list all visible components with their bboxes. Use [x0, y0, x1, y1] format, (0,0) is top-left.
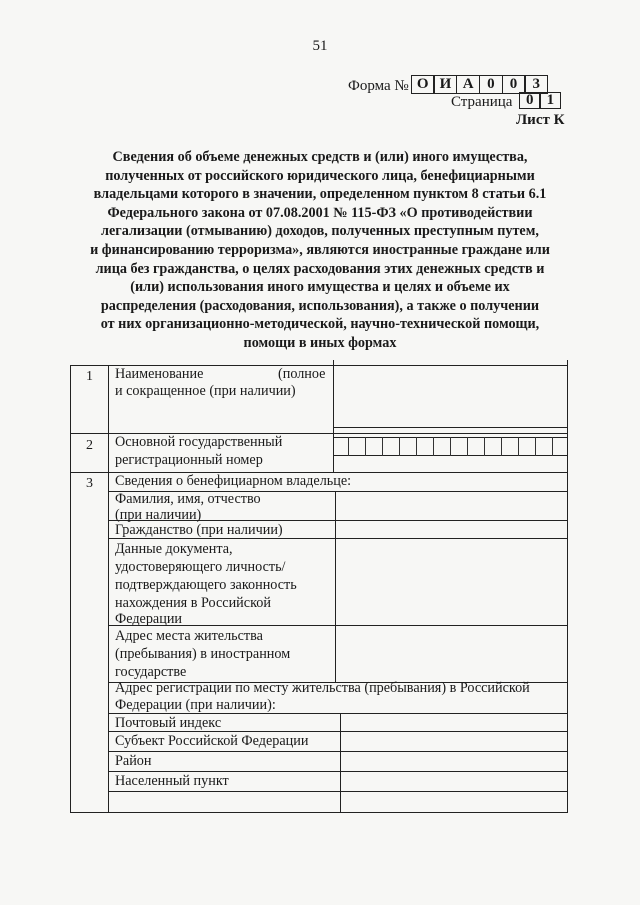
residence-label: Адрес места жительства: [115, 628, 263, 644]
row-number: 3: [86, 476, 93, 491]
form-code-char: 0: [479, 75, 503, 94]
document-label: Федерации: [115, 611, 183, 627]
row-number: 2: [86, 438, 93, 453]
sheet-label: Лист К: [516, 112, 565, 128]
document-label: подтверждающего законность: [115, 577, 297, 593]
federal-subject-field[interactable]: [342, 733, 566, 750]
table-border-bottom: [70, 812, 568, 813]
form-code-char: А: [456, 75, 480, 94]
title-line: владельцами которого в значении, определенном пунктом 8 статьи 6.1: [93, 186, 547, 203]
title-line: (или) использования иного имущества и целях и объеме их: [130, 279, 510, 296]
title-line: лица без гражданства, о целях расходования этих денежных средств и: [95, 260, 545, 277]
registration-label-2: Федерации (при наличии):: [115, 697, 276, 713]
document-field[interactable]: [337, 540, 566, 624]
fio-label-2: (при наличии): [115, 507, 202, 523]
name-label: Наименование: [115, 366, 204, 382]
form-code-char: 0: [502, 75, 526, 94]
residence-label: (пребывания) в иностранном: [115, 646, 291, 662]
locality-field[interactable]: [342, 793, 566, 811]
row-divider: [108, 771, 568, 772]
title-line: полученных от российского юридического лица, бенефициарными: [105, 167, 535, 184]
postal-code-label: Почтовый индекс: [115, 715, 222, 731]
district-label: Район: [115, 753, 152, 769]
federal-subject-label: Субъект Российской Федерации: [115, 733, 309, 749]
ogrn-label-2: регистрационный номер: [115, 452, 263, 468]
document-label: нахождения в Российской: [115, 595, 271, 611]
row-divider: [108, 791, 568, 792]
name-label-short: и сокращенное (при наличии): [115, 383, 296, 399]
title-line: легализации (отмыванию) доходов, полученных преступным путем,: [101, 223, 539, 240]
row-divider: [108, 751, 568, 752]
title-line: Сведения об объеме денежных средств и (или) иного имущества,: [112, 149, 528, 165]
document-label: удостоверяющего личность/: [115, 559, 286, 575]
document-label: Данные документа,: [115, 541, 233, 557]
fio-field[interactable]: [337, 493, 566, 519]
name-label-full: (полное: [278, 366, 326, 382]
fio-label: Фамилия, имя, отчество: [115, 491, 261, 507]
table-value-column-line: [340, 713, 341, 813]
postal-code-field[interactable]: [342, 715, 566, 730]
residence-label: государстве: [115, 664, 187, 680]
residence-field[interactable]: [337, 627, 566, 681]
ogrn-value-field[interactable]: [335, 438, 566, 455]
title-line: распределения (расходования, использования), а также о получении: [100, 297, 540, 314]
locality-label: Населенный пункт: [115, 773, 229, 789]
form-code-char: О: [411, 75, 435, 94]
form-code-char: 3: [524, 75, 548, 94]
page-code-boxes: [520, 92, 561, 109]
page-label: Страница: [451, 94, 513, 110]
page-number: 51: [312, 38, 328, 54]
citizenship-label: Гражданство (при наличии): [115, 522, 283, 538]
beneficial-owner-header: Сведения о бенефициарном владельце:: [115, 473, 352, 489]
row-number: 1: [86, 369, 93, 384]
title-line: и финансированию терроризма», являются иностранные граждане или: [90, 241, 550, 258]
ogrn-label: Основной государственный: [115, 434, 283, 450]
row-divider: [333, 427, 568, 428]
district-field[interactable]: [342, 753, 566, 770]
document-title: [70, 148, 570, 353]
title-line: от них организационно-методической, научно-технической помощи,: [100, 316, 540, 333]
citizenship-field[interactable]: [337, 522, 566, 537]
form-number-label: Форма №: [348, 78, 409, 94]
registration-label: Адрес регистрации по месту жительства (пребывания) в Российской: [115, 680, 530, 696]
name-value-field[interactable]: [336, 368, 564, 425]
title-line: помощи в иных формах: [243, 334, 397, 351]
page-code-char: 1: [539, 92, 561, 109]
title-line: Федерального закона от 07.08.2001 № 115-ФЗ «О противодействии: [107, 204, 533, 221]
page-code-char: 0: [519, 92, 541, 109]
form-code-char: И: [433, 75, 457, 94]
